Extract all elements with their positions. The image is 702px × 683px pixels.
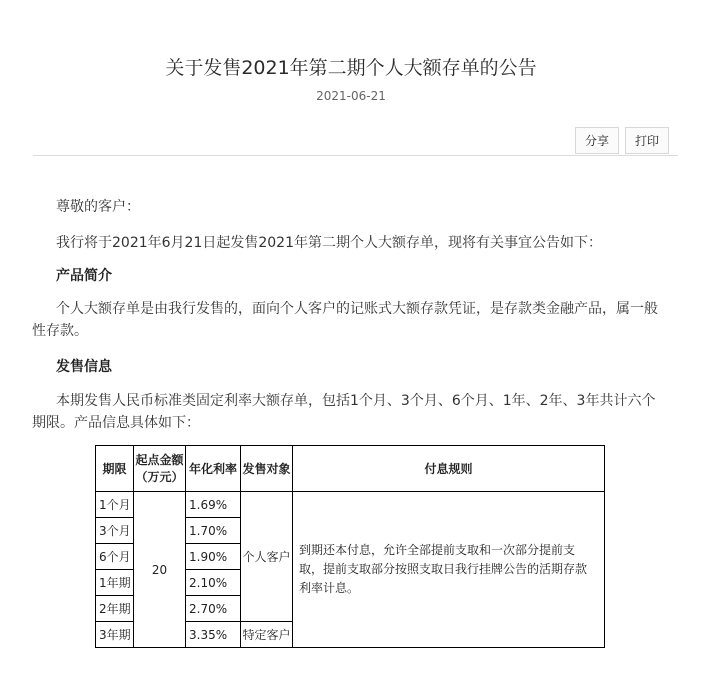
rate-cell: 3.35%: [186, 622, 241, 648]
target-cell-special: 特定客户: [241, 622, 293, 648]
rate-cell: 2.70%: [186, 596, 241, 622]
share-button[interactable]: 分享: [575, 127, 619, 154]
min-amount-cell: 20: [134, 492, 186, 648]
issuance-description: 本期发售人民币标准类固定利率大额存单，包括1个月、3个月、6个月、1年、2年、3年共计六个期限。产品信息具体如下：: [32, 393, 656, 431]
term-cell: 2年期: [96, 596, 134, 622]
term-cell: 1年期: [96, 570, 134, 596]
publish-date: 2021-06-21: [316, 89, 386, 103]
term-cell: 3年期: [96, 622, 134, 648]
term-cell: 3个月: [96, 518, 134, 544]
header-target: 发售对象: [241, 446, 293, 492]
rate-cell: 1.70%: [186, 518, 241, 544]
header-rate: 年化利率: [186, 446, 241, 492]
table-row: [96, 492, 605, 518]
greeting-text: 尊敬的客户：: [56, 199, 140, 215]
rate-cell: 1.90%: [186, 544, 241, 570]
target-cell-individual: 个人客户: [241, 492, 293, 622]
rate-cell: 1.69%: [186, 492, 241, 518]
product-description: 个人大额存单是由我行发售的，面向个人客户的记账式大额存款凭证，是存款类金融产品，属一般性存款。: [32, 301, 658, 339]
header-divider: [33, 155, 678, 156]
rule-cell: 到期还本付息，允许全部提前支取和一次部分提前支取，提前支取部分按照支取日我行挂牌公告的活期存款利率计息。: [293, 492, 605, 648]
section-heading-issuance: 发售信息: [56, 359, 112, 375]
intro-text: 我行将于2021年6月21日起发售2021年第二期个人大额存单，现将有关事宜公告如下：: [56, 235, 602, 251]
product-info-table: [95, 445, 605, 648]
table-header-row: [96, 446, 605, 492]
article-toolbar: [575, 127, 669, 154]
header-term: 期限: [96, 446, 134, 492]
page-title: 关于发售2021年第二期个人大额存单的公告: [165, 57, 537, 79]
term-cell: 1个月: [96, 492, 134, 518]
section-heading-product: 产品简介: [56, 268, 112, 284]
print-button[interactable]: 打印: [625, 127, 669, 154]
term-cell: 6个月: [96, 544, 134, 570]
header-rule: 付息规则: [293, 446, 605, 492]
header-min-amount: 起点金额（万元）: [134, 446, 186, 492]
rate-cell: 2.10%: [186, 570, 241, 596]
